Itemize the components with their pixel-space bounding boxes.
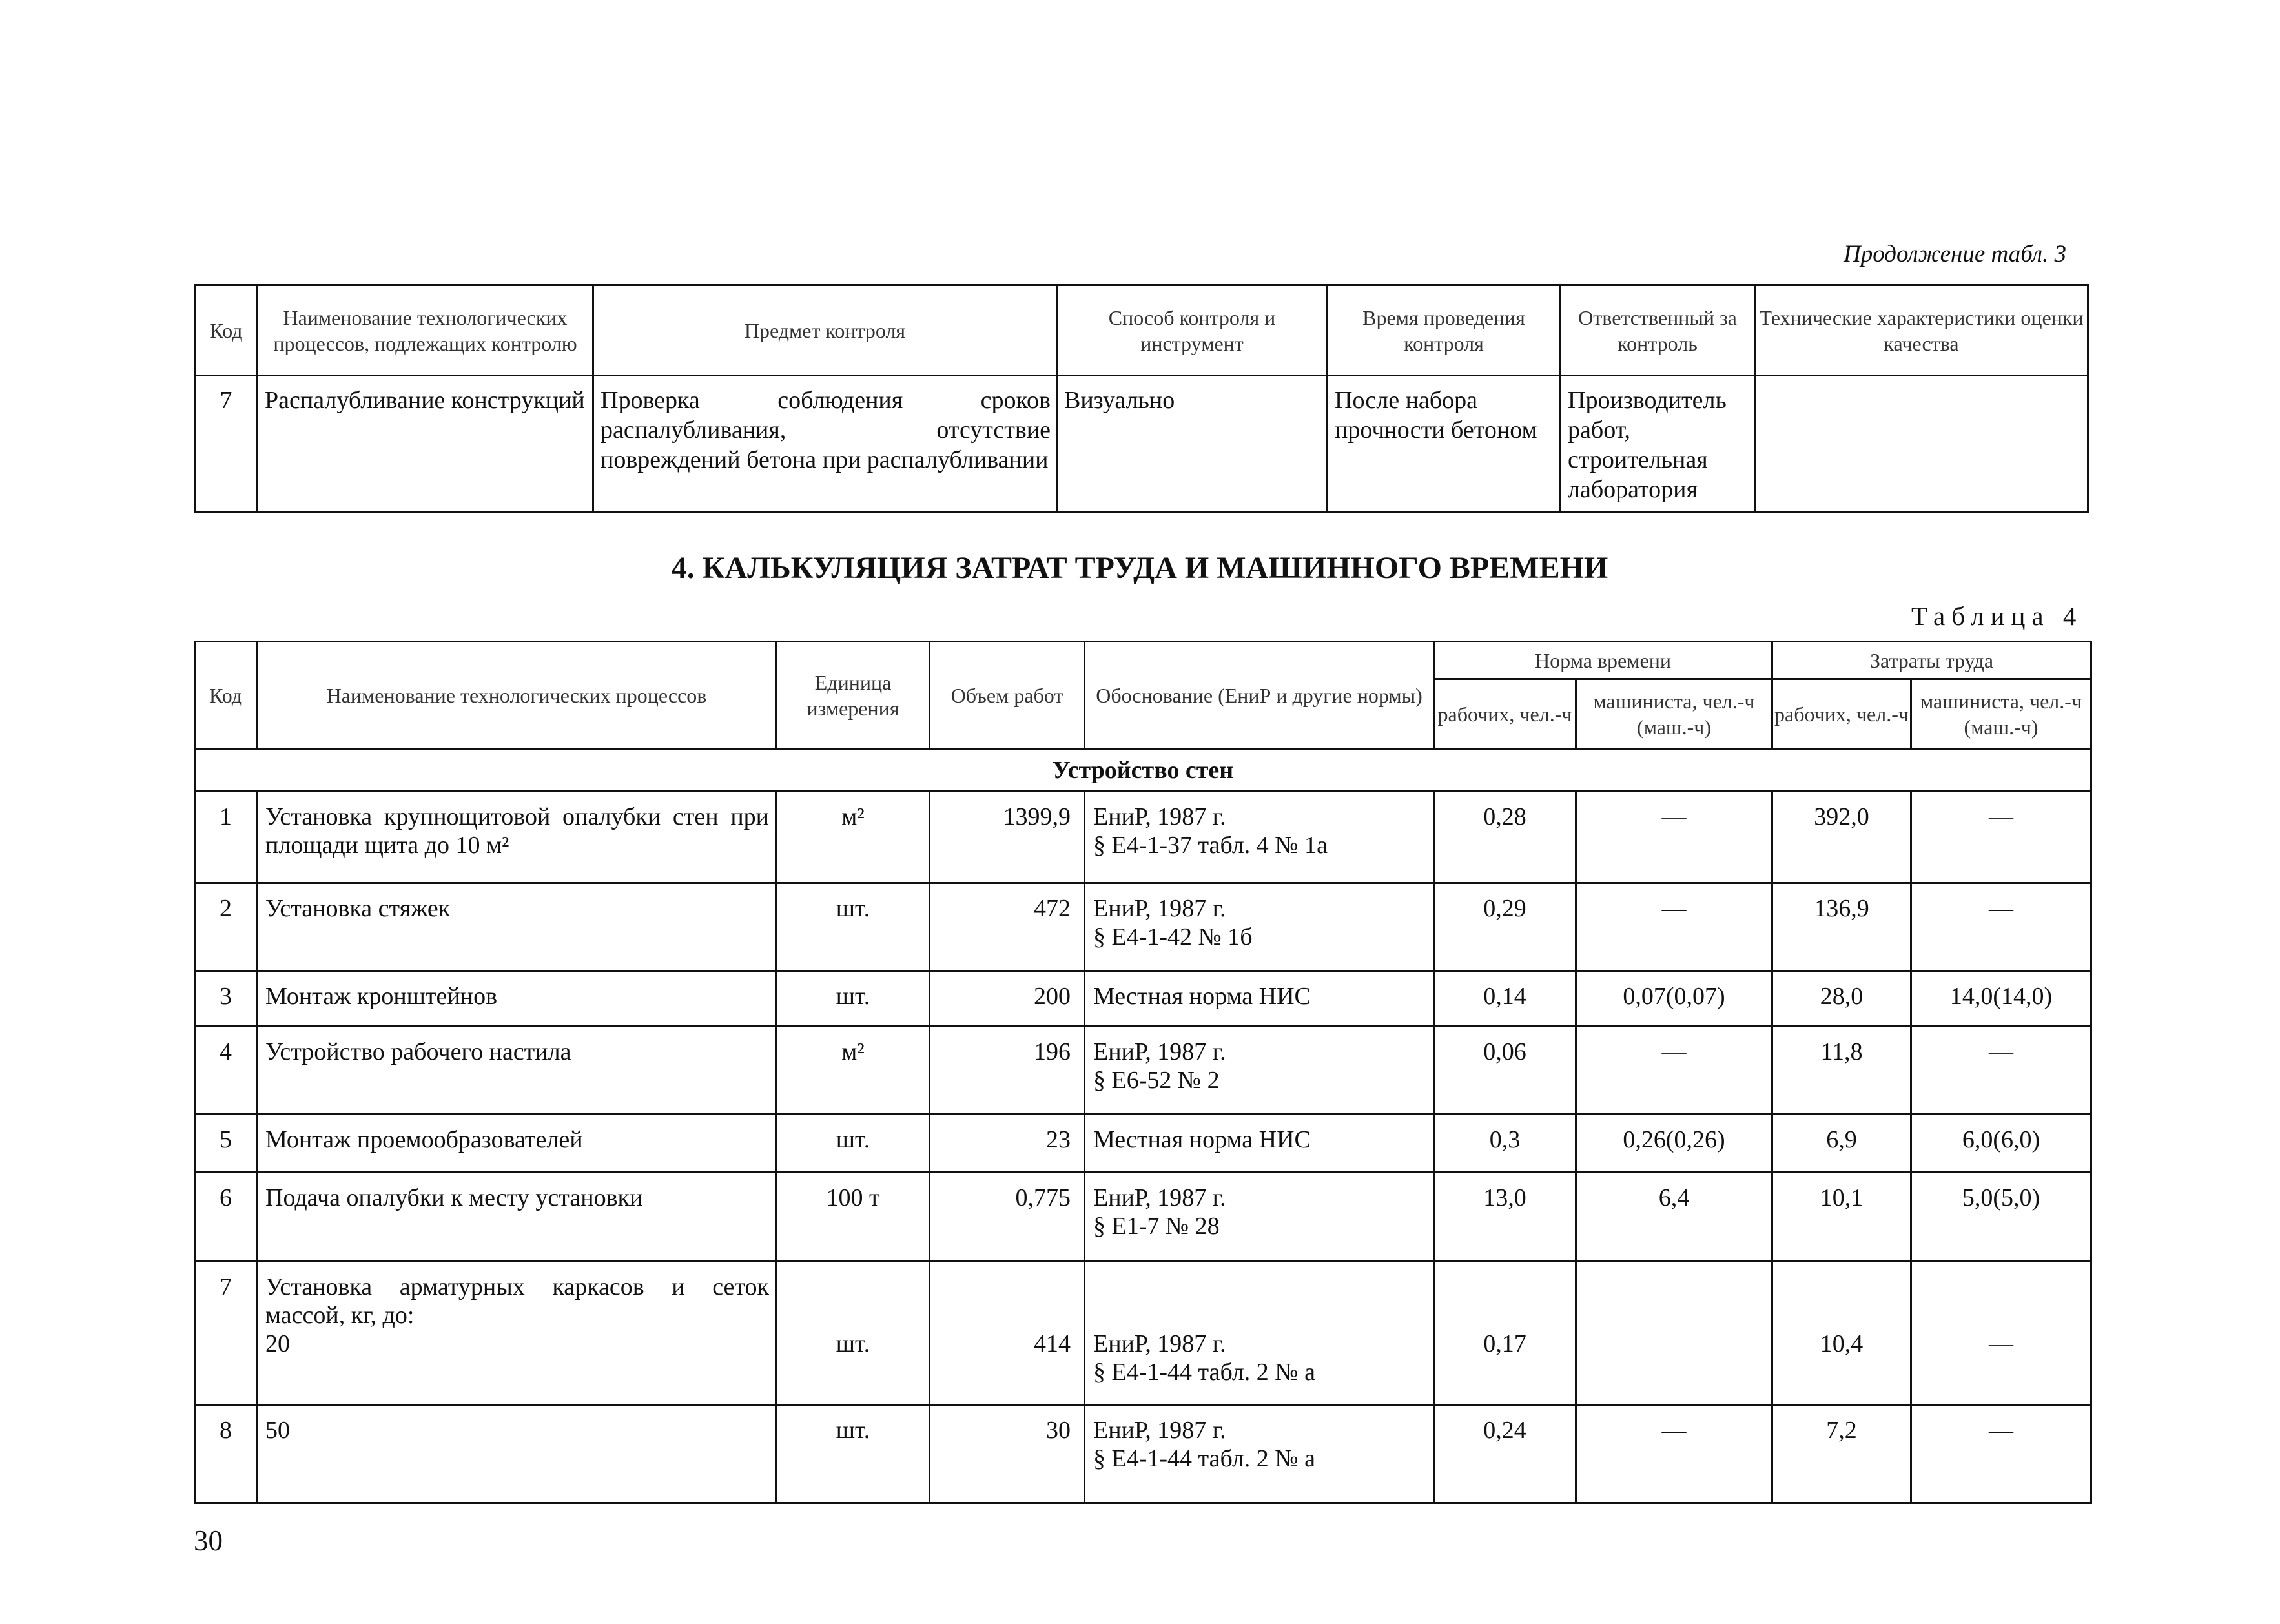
group-row <box>195 749 2091 792</box>
row-basis <box>1085 1262 1434 1405</box>
row-cost-workers: 10,1 <box>1772 1173 1911 1262</box>
table-row <box>195 1027 2091 1115</box>
basis-line: § Е4-1-44 табл. 2 № а <box>1093 1359 1315 1386</box>
row-norm-workers: 0,28 <box>1434 792 1576 883</box>
row-norm-machinist: 6,4 <box>1576 1173 1772 1262</box>
row-subject: Проверка соблюдения сроков распалубливания, отсутствие повреждений бетона при распалубливании <box>593 376 1057 513</box>
table-row <box>195 1405 2091 1503</box>
row-code: 4 <box>195 1027 257 1115</box>
row-norm-machinist <box>1576 1262 1772 1405</box>
row-cost-machinist: — <box>1911 1027 2091 1115</box>
basis-line: § Е4-1-44 табл. 2 № а <box>1093 1445 1315 1472</box>
header-cost-machinist: машиниста, чел.-ч (маш.-ч) <box>1911 679 2091 749</box>
header-volume: Объем работ <box>930 642 1085 749</box>
header-code: Код <box>195 642 257 749</box>
row-cost-machinist: — <box>1911 883 2091 971</box>
row-code: 5 <box>195 1115 257 1173</box>
basis-line: Местная норма НИС <box>1093 983 1311 1010</box>
table-row <box>195 1115 2091 1173</box>
labor-cost-table <box>194 641 2092 1504</box>
row-norm-machinist: — <box>1576 1405 1772 1503</box>
row-characteristics <box>1755 376 2088 513</box>
row-responsible: Производитель работ, строительная лаборатория <box>1561 376 1755 513</box>
row-norm-machinist: — <box>1576 883 1772 971</box>
row-unit: м² <box>777 792 930 883</box>
process-mass: 20 <box>265 1330 290 1357</box>
basis-line: ЕниР, 1987 г. <box>1093 1417 1226 1444</box>
header-process: Наименование технологических процессов <box>257 642 777 749</box>
row-code: 2 <box>195 883 257 971</box>
table-row <box>195 1173 2091 1262</box>
row-basis <box>1085 883 1434 971</box>
row-unit: 100 т <box>777 1173 930 1262</box>
labor-table-header <box>195 642 2091 679</box>
row-norm-workers: 0,3 <box>1434 1115 1576 1173</box>
table-row <box>195 883 2091 971</box>
row-cost-machinist: 6,0(6,0) <box>1911 1115 2091 1173</box>
row-process: Распалубливание конструкций <box>258 376 593 513</box>
table-row <box>195 971 2091 1027</box>
row-process: Монтаж кронштейнов <box>257 971 777 1027</box>
basis-line: ЕниР, 1987 г. <box>1093 803 1226 830</box>
row-cost-machinist: — <box>1911 1262 2091 1405</box>
row-cost-workers: 28,0 <box>1772 971 1911 1027</box>
row-unit: шт. <box>777 971 930 1027</box>
row-norm-workers: 13,0 <box>1434 1173 1576 1262</box>
section-title: 4. КАЛЬКУЛЯЦИЯ ЗАТРАТ ТРУДА И МАШИННОГО ВРЕМЕНИ <box>671 551 1608 585</box>
row-cost-workers: 10,4 <box>1772 1262 1911 1405</box>
basis-line: ЕниР, 1987 г. <box>1093 1330 1226 1357</box>
header-unit: Единица измерения <box>777 642 930 749</box>
row-cost-workers: 11,8 <box>1772 1027 1911 1115</box>
header-basis: Обоснование (ЕниР и другие нормы) <box>1085 642 1434 749</box>
basis-line: § Е4-1-42 № 1б <box>1093 923 1253 951</box>
row-cost-machinist: — <box>1911 1405 2091 1503</box>
basis-line: § Е4-1-37 табл. 4 № 1а <box>1093 832 1328 859</box>
row-cost-machinist: 5,0(5,0) <box>1911 1173 2091 1262</box>
row-unit: м² <box>777 1027 930 1115</box>
continuation-note: Продолжение табл. 3 <box>1844 241 2067 267</box>
row-code: 7 <box>195 376 258 513</box>
row-process: Установка крупнощитовой опалубки стен при площади щита до 10 м² <box>257 792 777 883</box>
row-unit: шт. <box>777 883 930 971</box>
group-title: Устройство стен <box>195 749 2091 792</box>
row-process <box>257 1262 777 1405</box>
row-cost-workers: 6,9 <box>1772 1115 1911 1173</box>
table-label: Таблица 4 <box>1911 601 2083 631</box>
row-volume: 23 <box>930 1115 1085 1173</box>
row-unit: шт. <box>777 1115 930 1173</box>
row-norm-machinist: 0,26(0,26) <box>1576 1115 1772 1173</box>
row-process: Устройство рабочего настила <box>257 1027 777 1115</box>
row-process: Монтаж проемообразователей <box>257 1115 777 1173</box>
header-labor-cost: Затраты труда <box>1772 642 2091 679</box>
row-code: 7 <box>195 1262 257 1405</box>
row-cost-workers: 392,0 <box>1772 792 1911 883</box>
header-subject: Предмет контроля <box>593 285 1057 376</box>
header-norm-workers: рабочих, чел.-ч <box>1434 679 1576 749</box>
row-cost-machinist: 14,0(14,0) <box>1911 971 2091 1027</box>
row-norm-machinist: — <box>1576 792 1772 883</box>
row-volume: 0,775 <box>930 1173 1085 1262</box>
row-time: После набора прочности бетоном <box>1328 376 1561 513</box>
row-cost-machinist: — <box>1911 792 2091 883</box>
header-process: Наименование технологических процессов, подлежащих контролю <box>258 285 593 376</box>
row-process: Подача опалубки к месту установки <box>257 1173 777 1262</box>
table-row <box>195 1262 2091 1405</box>
row-norm-workers: 0,17 <box>1434 1262 1576 1405</box>
row-norm-machinist: — <box>1576 1027 1772 1115</box>
header-responsible: Ответственный за контроль <box>1561 285 1755 376</box>
header-method: Способ контроля и инструмент <box>1057 285 1328 376</box>
row-code: 6 <box>195 1173 257 1262</box>
row-basis <box>1085 792 1434 883</box>
process-intro: Установка арматурных каркасов и сеток массой, кг, до: <box>265 1273 769 1329</box>
row-basis <box>1085 971 1434 1027</box>
row-volume: 414 <box>930 1262 1085 1405</box>
control-table <box>194 284 2089 513</box>
row-volume: 200 <box>930 971 1085 1027</box>
header-time-norm: Норма времени <box>1434 642 1772 679</box>
row-volume: 30 <box>930 1405 1085 1503</box>
row-norm-workers: 0,24 <box>1434 1405 1576 1503</box>
row-code: 8 <box>195 1405 257 1503</box>
row-volume: 472 <box>930 883 1085 971</box>
row-cost-workers: 136,9 <box>1772 883 1911 971</box>
row-norm-workers: 0,06 <box>1434 1027 1576 1115</box>
table-row <box>195 376 2088 513</box>
row-unit: шт. <box>777 1262 930 1405</box>
row-code: 1 <box>195 792 257 883</box>
basis-line: § Е1-7 № 28 <box>1093 1213 1220 1240</box>
header-cost-workers: рабочих, чел.-ч <box>1772 679 1911 749</box>
row-method: Визуально <box>1057 376 1328 513</box>
row-cost-workers: 7,2 <box>1772 1405 1911 1503</box>
row-code: 3 <box>195 971 257 1027</box>
row-process: Установка стяжек <box>257 883 777 971</box>
row-unit: шт. <box>777 1405 930 1503</box>
row-basis <box>1085 1027 1434 1115</box>
row-volume: 196 <box>930 1027 1085 1115</box>
row-process: 50 <box>257 1405 777 1503</box>
basis-line: ЕниР, 1987 г. <box>1093 1038 1226 1065</box>
header-norm-machinist: машиниста, чел.-ч (маш.-ч) <box>1576 679 1772 749</box>
header-characteristics: Технические характеристики оценки качества <box>1755 285 2088 376</box>
basis-line: ЕниР, 1987 г. <box>1093 1184 1226 1211</box>
basis-line: Местная норма НИС <box>1093 1126 1311 1153</box>
basis-line: ЕниР, 1987 г. <box>1093 895 1226 922</box>
row-basis <box>1085 1115 1434 1173</box>
basis-line: § Е6-52 № 2 <box>1093 1067 1220 1094</box>
row-basis <box>1085 1405 1434 1503</box>
header-code: Код <box>195 285 258 376</box>
row-volume: 1399,9 <box>930 792 1085 883</box>
page-number: 30 <box>194 1525 223 1557</box>
row-norm-machinist: 0,07(0,07) <box>1576 971 1772 1027</box>
header-time: Время проведения контроля <box>1328 285 1561 376</box>
row-norm-workers: 0,29 <box>1434 883 1576 971</box>
control-table-header <box>195 285 2088 376</box>
row-basis <box>1085 1173 1434 1262</box>
row-norm-workers: 0,14 <box>1434 971 1576 1027</box>
table-row <box>195 792 2091 883</box>
